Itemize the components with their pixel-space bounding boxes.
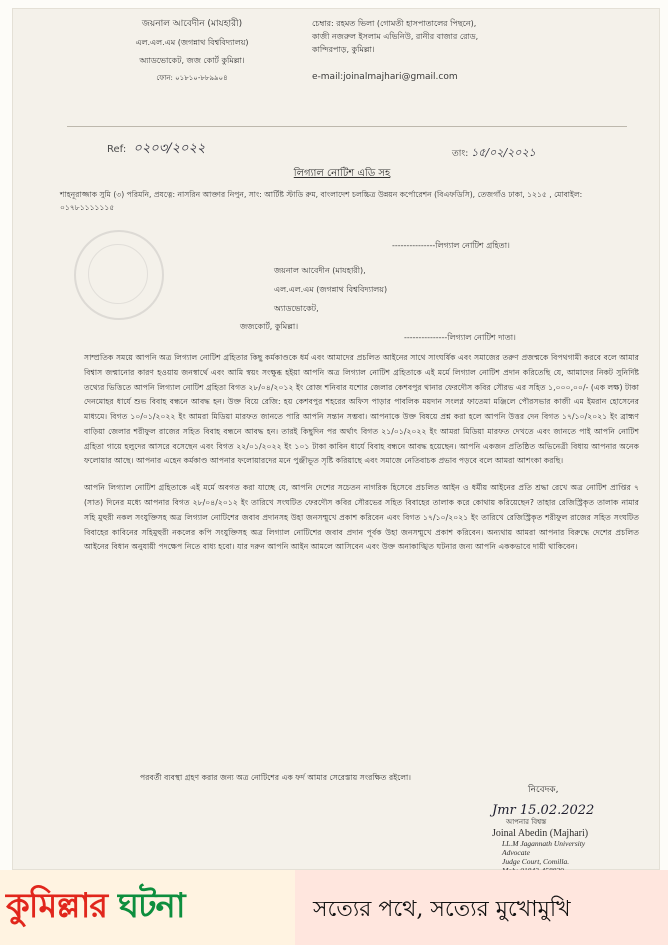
signatory-court: Judge Court, Comilla. <box>502 857 570 867</box>
chamber-address-line3: কান্দিরপাড়, কুমিল্লা। <box>312 44 375 54</box>
notice-body <box>84 351 639 555</box>
signature-label: নিবেদক, <box>528 785 559 795</box>
advocate-email: e-mail:joinalmajhari@gmail.com <box>312 72 458 83</box>
brand-logo-text <box>6 880 185 937</box>
signatory-degree: LL.M Jagannath University <box>502 839 586 849</box>
letterhead-right <box>312 18 612 85</box>
reference-label: Ref: <box>107 144 127 155</box>
signature-block <box>480 782 650 875</box>
date-label: তাং: <box>452 149 469 159</box>
reference-line <box>107 139 205 160</box>
notice-recipient-tag: ---------------লিগ্যাল নোটিশ গ্রহিতা। <box>392 241 510 250</box>
chamber-address-line2: কাজী নজরুল ইসলাম এভিনিউ, রানীর বাজার রোড, <box>312 31 479 41</box>
signatory-title: Advocate <box>502 848 530 858</box>
reference-number: ০২০৩/২০২২ <box>133 141 206 156</box>
brand-word-comillar: কুমিল্লার <box>6 886 108 926</box>
faded-stamp-seal <box>74 230 164 320</box>
advocate-name-bn: জয়নাল আবেদীন (মাযহারী) <box>141 19 243 29</box>
notice-sender-tag: ---------------লিগ্যাল নোটিশ দাতা। <box>404 333 516 342</box>
brand-panel <box>0 870 295 945</box>
letterhead-divider <box>67 126 627 127</box>
brand-tagline: সত্যের পথে, সত্যের মুখোমুখি <box>313 897 571 922</box>
brand-word-ghotona: ঘটনা <box>117 886 185 926</box>
advocate-degree-bn: এল.এল.এম (জগন্নাথ বিশ্ববিদ্যালয়) <box>135 37 249 47</box>
sender-degree: এল.এল.এম (জগন্নাথ বিশ্ববিদ্যালয়) <box>274 284 388 294</box>
news-brand-banner <box>0 870 668 945</box>
chamber-address-line1: চেম্বার: রহমত ভিলা (গোমতী হাসপাতালের পিছনে), <box>312 19 477 28</box>
date-line <box>452 144 536 163</box>
handwritten-signature: Jmr 15.02.2022 <box>492 803 595 818</box>
closing-line: পরবর্তী ব্যবস্থা গ্রহণ করার জন্য অত্র নোটিশের এক ফর্দ আমার সেরেস্তায় সংরক্ষিত রইলো। <box>140 773 412 782</box>
advocate-phone: ফোন: ০১৮১০-৮৮৯৯০৪ <box>156 73 228 82</box>
body-paragraph-2: আপনি লিগ্যাল নোটিশ গ্রহিতাকে এই মর্মে অবগত করা যাচ্ছে যে, আপনি দেশের সচেতন নাগরিক হিসেবে প্রচলিত আইন ও ধর্মীয় আইনের প্রতি শ্রদ্ধা রেখে অত্র নোটিশ প্রাপ্তির ৭ (সাত) দিনের মধ্যে আপনার বিগত ২৮/০৪/২০১২ ইং তারিখে সংঘটিত ফেরদৌস কবির সৌরভের সহিত বিবাহের তালাক করে কোথায় করিয়েছেন? তাহার রেজিস্ট্রিকৃত তালাক নামার সহি মুহুরী নকল সংযুক্তিসহ অত্র লিগ্যাল নোটিশের জবাব প্রদানসহ উহা জনসম্মুখে প্রকাশ করিবেন এবং বিগত ১৭/১০/২০২১ ইং তারিখে রেজিস্ট্রিকৃত শরীফুল রাজের সহিত সংঘটিত বিবাহের কাবিনের সহিমুহুরী নকলের কপি সংযুক্তিসহ অত্র লিগ্যাল নোটিশের জবাব প্রদান পূর্বক উহা জনসম্মুখে প্রকাশ করিবেন। অন্যথায় আমরা আপনার বিরুদ্ধে দেশের প্রচলিত আইনের বিধান অনুযায়ী পদক্ষেপ নিতে বাধ্য হবো। যার দরুন আপনি আইন আমলে আসিবেন এবং উক্ত অনাকাঙ্খিত ঘটনার জন্য আপনি এককভাবে দায়ী থাকিবেন। <box>84 483 639 552</box>
notice-recipient-address: শাহনূরাজ্জাক সুমি (৩) পরিমনি, প্রযত্নে: নাসরিন আক্তার নিপুন, সাং: আর্টিষ্ট স্টাডি রুম, বাংলাদেশ চলচ্চিত্র উন্নয়ন কর্পোরেশন (বিএফডিসি), তেজগাঁও ঢাকা, ১২১৫ , মোবাইল: ০১৭৮১১১১১১৫ <box>60 190 583 213</box>
document-title: লিগ্যাল নোটিশ এডি সহ <box>293 168 391 179</box>
legal-notice-document <box>12 8 660 870</box>
body-paragraph-1: সাম্প্রতিক সময়ে আপনি অত্র লিগ্যাল নোটিশ গ্রহিতার কিছু কর্মকাণ্ডকে ধর্ম এবং আমাদের প্রচলিত আইনের সাথে সাংঘর্ষিক এবং সমাজের তরুণ প্রজন্মকে বিপথগামী করবে বলে আমার বিশ্বাস জন্মানোর কারণ হওয়ায় জনস্বার্থে এবং আমি স্বয়ং সংক্ষুব্ধ হইয়া আপনি অত্র লিগ্যাল নোটিশ গ্রহিতাকে এই মর্মে লিগ্যাল নোটিশ প্রদান করিতেছি যে, আমাদের নিকট সুনির্দিষ্ট তথ্যের ভিত্তিতে আপনি লিগ্যাল নোটিশ গ্রহিতা বিগত ২৮/০৪/২০১২ ইং রোজ শনিবার যশোর জেলার কেশবপুর থানার ফেরদৌস কবির সৌরভ এর সহিত ১,০০০,০০/- (এক লক্ষ) টাকা দেনমোহর ধার্যে শুভ বিবাহ বন্ধনে আবদ্ধ হন। উক্ত বিয়ে রেজি: হয় কেশবপুর শহরের অফিস পাড়ার পাবলিক ময়দান সংলগ্ন ফাতেমা মঞ্জিলে পৌরসভার কাজী এম ইমরান হোসেনের মাধ্যমে। বিগত ১০/০১/২০২২ ইং আমরা মিডিয়া মারফত জানতে পারি আপনি সন্তান সম্ভবা। আপনাকে উক্ত বিষয়ে প্রশ্ন করা হলে আপনি উত্তর দেন বিগত ১৭/১০/২০২১ ইং ব্রাহ্মণ বাড়িয়া জেলার শরীফুল রাজের সহিত বিবাহ বন্ধনে আবদ্ধ হন। তারই কিছুদিন পর অর্থাৎ বিগত ২১/০১/২০২২ ইং আমরা মিডিয়া মারফত দেখতে এবং জানতে পাই আপনি নোটিশ গ্রহিতা গায়ে হলুদের আসরে বসেছেন এবং বিগত ২২/০১/২০২২ ইং ১০১ টাকা কাবিন ধার্যে বিবাহ বন্ধনে আবদ্ধ হয়েছেন। আপনি একজন প্রতিষ্ঠিত অভিনেত্রী বিধায় আপনার অনেক ফলোয়ার আছে। আপনার এহেন কর্মকাণ্ড আপনার ফলোয়ারদের মনে পুঞ্জীভূত সৃষ্টি করিয়াছে এবং সমাজে নেতিবাচক প্রভাব পড়বে বলে আমরা আশংকা করছি। <box>84 353 639 466</box>
advocate-title-bn: অ্যাডভোকেট, জজ কোর্ট কুমিল্লা। <box>139 55 245 65</box>
signatory-name: Joinal Abedin (Majhari) <box>492 828 589 840</box>
letterhead-left <box>97 18 287 83</box>
date-value: ১৫/০২/২০২১ <box>471 146 536 159</box>
tagline-panel <box>295 870 668 945</box>
sender-court: জজকোর্ট, কুমিল্লা। <box>240 322 299 332</box>
sender-name: জয়নাল আবেদীন (মাযহারী), <box>274 266 366 275</box>
notice-sender-block <box>240 262 388 337</box>
signature-yours-faithfully: আপনার বিশ্বস্ত <box>506 818 547 826</box>
sender-title: অ্যাডভোকেট, <box>274 303 319 313</box>
